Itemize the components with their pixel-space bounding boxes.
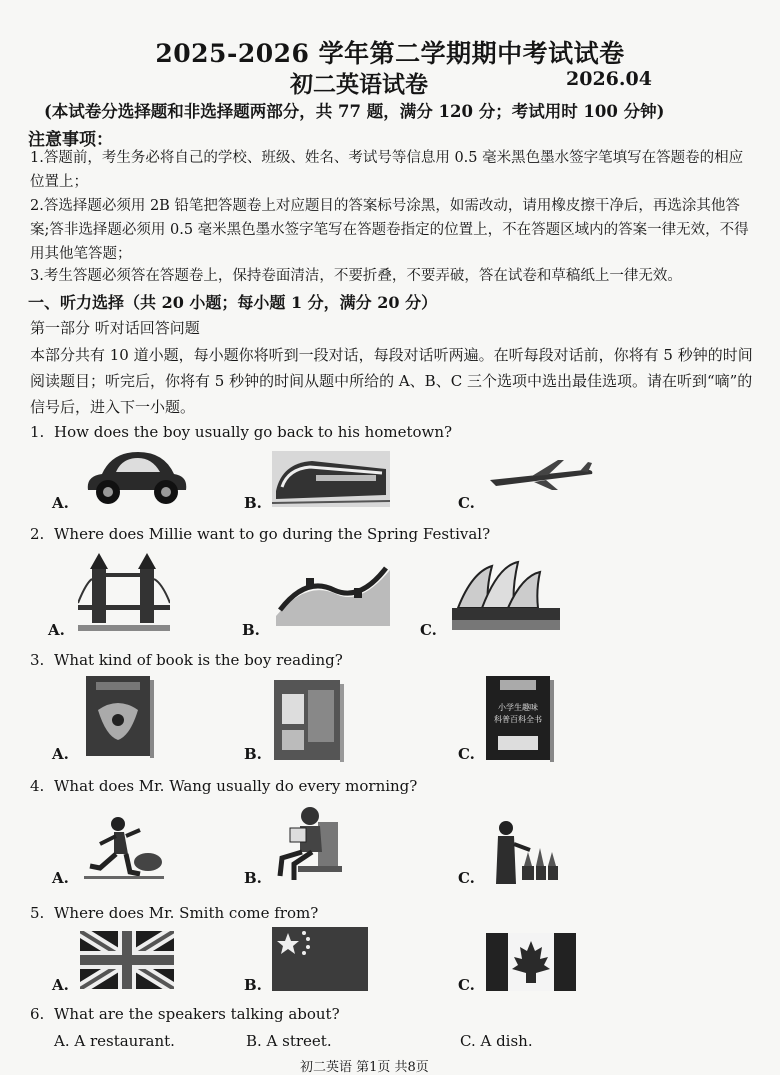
question-number: 1.	[30, 423, 45, 441]
exam-subject: 初二英语试卷	[290, 71, 428, 98]
reading-man-icon	[276, 804, 342, 884]
question-text: Where does Mr. Smith come from?	[54, 904, 319, 922]
option-label: C.	[458, 976, 475, 994]
option-label: C.	[458, 494, 475, 512]
question-number: 5.	[30, 904, 45, 922]
option-label: B.	[244, 976, 262, 994]
question-1	[30, 423, 452, 441]
option-label: C.	[458, 869, 475, 887]
option-label: A.	[52, 494, 69, 512]
airplane-icon	[488, 458, 594, 492]
exam-title: 2025-2026 学年第二学期期中考试试卷	[155, 39, 625, 68]
note-item-3: 3.考生答题必须答在答题卷上，保持卷面清洁，不要折叠，不要弄破，答在试卷和草稿纸上一律无效。	[30, 268, 682, 284]
tower-bridge-icon	[78, 553, 170, 631]
option-label: A.	[48, 621, 65, 639]
option-text: B. A street.	[246, 1032, 332, 1050]
gardening-man-icon	[490, 820, 560, 886]
uk-flag-icon	[80, 931, 174, 989]
option-label: B.	[244, 745, 262, 763]
question-text: What are the speakers talking about?	[54, 1005, 340, 1023]
train-icon	[272, 451, 390, 507]
option-text: C. A dish.	[460, 1032, 533, 1050]
question-text: Where does Millie want to go during the Spring Festival?	[54, 525, 491, 543]
page-footer: 初二英语 第1页 共8页	[300, 1060, 429, 1075]
note-item-1: 1.答题前，考生务必将自己的学校、班级、姓名、考试号等信息用 0.5 毫米黑色墨水签字笔填写在答题卷的相应位置上；	[30, 150, 744, 190]
book-cover-text: 小学生趣味	[498, 703, 538, 712]
canada-flag-icon	[486, 933, 576, 991]
exam-info: (本试卷分选择题和非选择题两部分，共 77 题，满分 120 分；考试用时 100 分钟)	[44, 102, 665, 121]
question-6	[30, 1005, 340, 1023]
question-text: How does the boy usually go back to his hometown?	[54, 423, 453, 441]
section-title: 一、听力选择（共 20 小题；每小题 1 分，满分 20 分）	[28, 293, 438, 312]
option-text: A. A restaurant.	[54, 1032, 175, 1050]
option-label: C.	[420, 621, 437, 639]
section-intro: 本部分共有 10 道小题，每小题你将听到一段对话，每段对话听两遍。在听每段对话前，你将有 5 秒钟的时间阅读题目；听完后，你将有 5 秒钟的时间从题中所给的 A、B、C 三个选项中选出最佳选项。请在听到“嘀”的信号后，进入下一小题。	[30, 346, 753, 416]
option-label: B.	[242, 621, 260, 639]
option-label: B.	[244, 494, 262, 512]
option-label: A.	[52, 869, 69, 887]
sydney-opera-house-icon	[452, 558, 560, 630]
question-text: What kind of book is the boy reading?	[54, 651, 343, 669]
question-number: 2.	[30, 525, 45, 543]
note-item-2: 2.答选择题必须用 2B 铅笔把答题卷上对应题目的答案标号涂黑，如需改动，请用橡皮擦干净后，再选涂其他答案;答非选择题必须用 0.5 毫米黑色墨水签字笔写在答题卷指定的位置上，不在答题区域内的答案一律无效，不得用其他笔答题；	[30, 198, 749, 262]
fantasy-book-icon	[86, 676, 154, 758]
question-number: 6.	[30, 1005, 45, 1023]
exam-date: 2026.04	[566, 68, 652, 90]
question-number: 3.	[30, 651, 45, 669]
great-wall-icon	[276, 560, 390, 626]
running-man-icon	[84, 816, 164, 882]
question-4	[30, 777, 417, 795]
textbook-icon	[274, 680, 344, 762]
question-number: 4.	[30, 777, 45, 795]
part-title: 第一部分 听对话回答问题	[30, 319, 200, 337]
option-label: B.	[244, 869, 262, 887]
question-text: What does Mr. Wang usually do every morning?	[54, 777, 418, 795]
question-2	[30, 525, 490, 543]
science-book-icon	[486, 676, 554, 762]
notes-title: 注意事项：	[28, 130, 113, 150]
book-cover-text: 科普百科全书	[494, 715, 542, 724]
option-label: A.	[52, 745, 69, 763]
question-5	[30, 904, 318, 922]
car-icon	[82, 446, 190, 508]
option-label: A.	[52, 976, 69, 994]
option-label: C.	[458, 745, 475, 763]
china-flag-icon	[272, 927, 368, 991]
question-3	[30, 651, 343, 669]
